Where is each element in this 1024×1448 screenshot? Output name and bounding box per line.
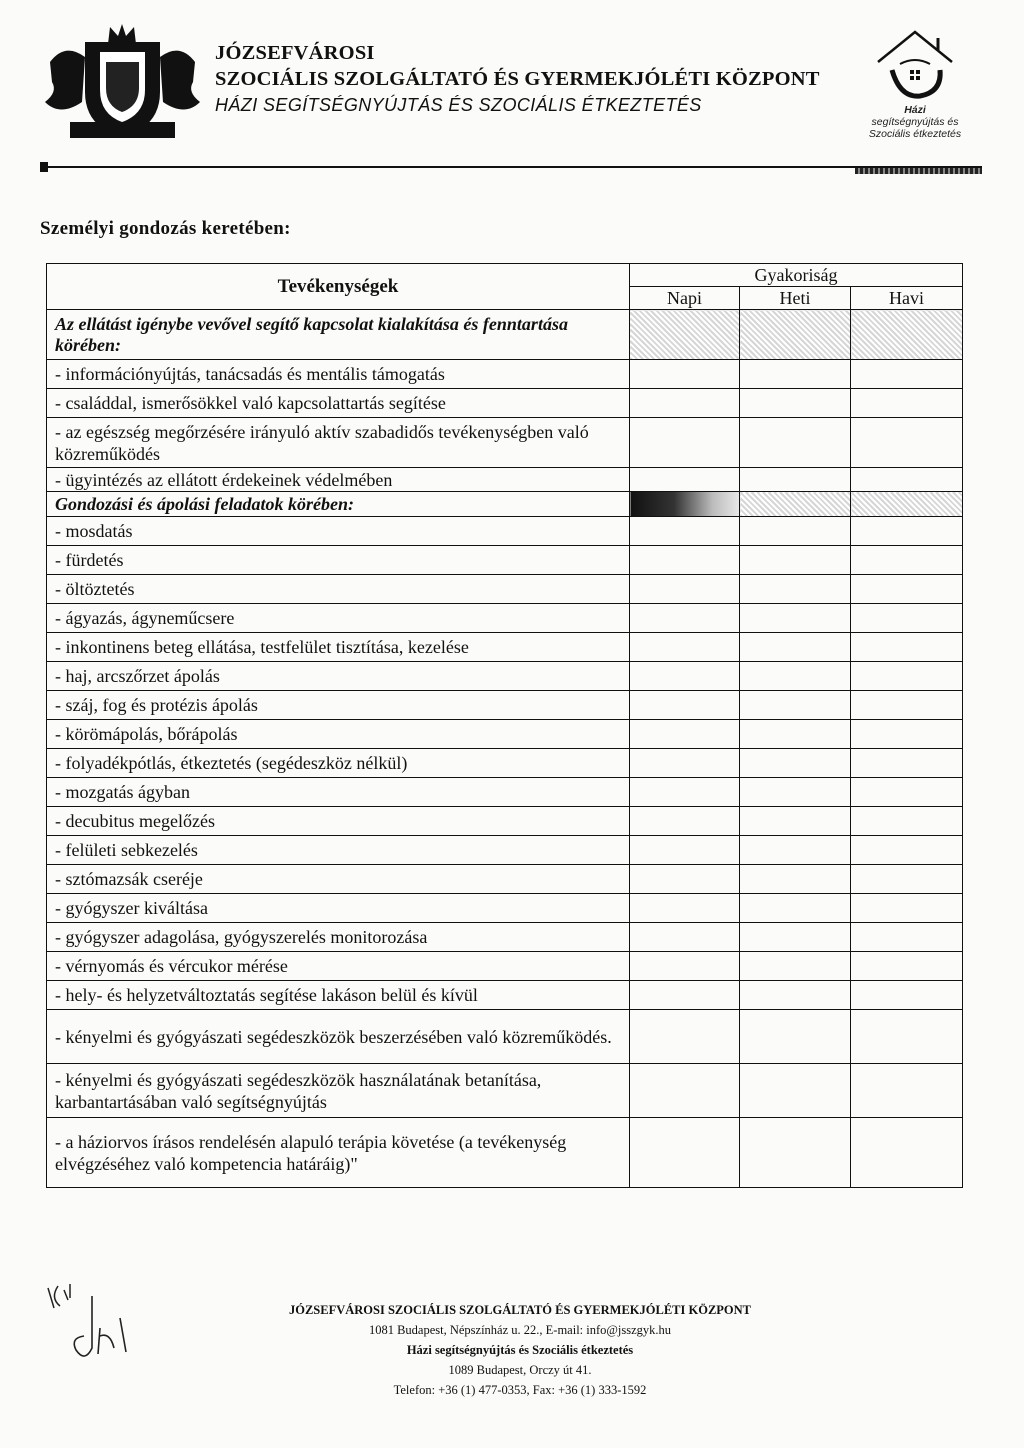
activity-label: - öltöztetés	[47, 575, 630, 604]
col-weekly-header: Heti	[740, 287, 851, 310]
table-row	[47, 1010, 963, 1064]
weekly-cell[interactable]	[740, 633, 851, 662]
section-header-1: Az ellátást igénybe vevővel segítő kapcsolat kialakítása és fenntartása körében:	[47, 310, 630, 360]
activity-label: - felületi sebkezelés	[47, 836, 630, 865]
monthly-cell[interactable]	[851, 575, 963, 604]
weekly-cell[interactable]	[740, 604, 851, 633]
activity-label: - fürdetés	[47, 546, 630, 575]
daily-cell[interactable]	[630, 749, 740, 778]
logo-text-1: Házi	[904, 104, 926, 116]
monthly-cell[interactable]	[851, 865, 963, 894]
header-divider	[40, 166, 982, 168]
table-row	[47, 604, 963, 633]
weekly-cell[interactable]	[740, 546, 851, 575]
weekly-cell[interactable]	[740, 1118, 851, 1188]
monthly-cell[interactable]	[851, 604, 963, 633]
section-title: Személyi gondozás keretében:	[40, 218, 291, 239]
monthly-cell[interactable]	[851, 662, 963, 691]
shaded-cell	[740, 492, 851, 517]
daily-cell[interactable]	[630, 468, 740, 492]
table-row	[47, 691, 963, 720]
weekly-cell[interactable]	[740, 836, 851, 865]
header-rule-pattern	[855, 168, 982, 174]
monthly-cell[interactable]	[851, 952, 963, 981]
weekly-cell[interactable]	[740, 517, 851, 546]
table-row	[47, 952, 963, 981]
daily-cell[interactable]	[630, 894, 740, 923]
monthly-cell[interactable]	[851, 1064, 963, 1118]
weekly-cell[interactable]	[740, 468, 851, 492]
daily-cell[interactable]	[630, 575, 740, 604]
monthly-cell[interactable]	[851, 836, 963, 865]
monthly-cell[interactable]	[851, 389, 963, 418]
table-row	[47, 981, 963, 1010]
shaded-cell	[630, 310, 740, 360]
footer-service: Házi segítségnyújtás és Szociális étkeztetés	[406, 1343, 634, 1357]
service-logo	[845, 26, 985, 176]
monthly-cell[interactable]	[851, 1010, 963, 1064]
weekly-cell[interactable]	[740, 720, 851, 749]
daily-cell[interactable]	[630, 604, 740, 633]
daily-cell[interactable]	[630, 836, 740, 865]
weekly-cell[interactable]	[740, 807, 851, 836]
daily-cell[interactable]	[630, 923, 740, 952]
table-row	[47, 468, 963, 492]
activity-label: - száj, fog és protézis ápolás	[47, 691, 630, 720]
table-row	[47, 633, 963, 662]
logo-text-2: segítségnyújtás és	[871, 116, 959, 128]
daily-cell[interactable]	[630, 1064, 740, 1118]
table-row	[47, 749, 963, 778]
col-daily-header: Napi	[630, 287, 740, 310]
daily-cell[interactable]	[630, 662, 740, 691]
weekly-cell[interactable]	[740, 749, 851, 778]
footer-org: JÓZSEFVÁROSI SZOCIÁLIS SZOLGÁLTATÓ ÉS GYERMEKJÓLÉTI KÖZPONT	[288, 1303, 752, 1317]
daily-cell[interactable]	[630, 778, 740, 807]
footer-address: 1081 Budapest, Népszínház u. 22., E-mail: info@jsszgyk.hu	[368, 1323, 672, 1337]
activity-label: - kényelmi és gyógyászati segédeszközök beszerzésében való közreműködés.	[47, 1010, 630, 1064]
daily-cell[interactable]	[630, 807, 740, 836]
daily-cell[interactable]	[630, 633, 740, 662]
shaded-cell	[851, 310, 963, 360]
table-row	[47, 418, 963, 468]
daily-cell[interactable]	[630, 1118, 740, 1188]
activity-label: - mozgatás ágyban	[47, 778, 630, 807]
weekly-cell[interactable]	[740, 981, 851, 1010]
weekly-cell[interactable]	[740, 662, 851, 691]
table-row	[47, 517, 963, 546]
monthly-cell[interactable]	[851, 418, 963, 468]
handwritten-signature	[40, 1278, 150, 1368]
monthly-cell[interactable]	[851, 691, 963, 720]
house-logo-icon	[870, 26, 960, 104]
col-frequency-header: Gyakoriság	[630, 264, 963, 287]
daily-cell[interactable]	[630, 981, 740, 1010]
activity-label: - inkontinens beteg ellátása, testfelület tisztítása, kezelése	[47, 633, 630, 662]
monthly-cell[interactable]	[851, 546, 963, 575]
table-row	[47, 389, 963, 418]
activity-label: - sztómazsák cseréje	[47, 865, 630, 894]
monthly-cell[interactable]	[851, 1118, 963, 1188]
activity-label: - haj, arcszőrzet ápolás	[47, 662, 630, 691]
monthly-cell[interactable]	[851, 468, 963, 492]
daily-cell[interactable]	[630, 546, 740, 575]
activity-label: - decubitus megelőzés	[47, 807, 630, 836]
table-row	[47, 720, 963, 749]
daily-cell[interactable]	[630, 1010, 740, 1064]
footer-service-address: 1089 Budapest, Orczy út 41.	[448, 1363, 592, 1377]
activity-label: - az egészség megőrzésére irányuló aktív szabadidős tevékenységben való közreműködés	[47, 418, 630, 468]
activity-label: - információnyújtás, tanácsadás és mentális támogatás	[47, 360, 630, 389]
table-row	[47, 836, 963, 865]
table-row	[47, 894, 963, 923]
org-line-3: HÁZI SEGÍTSÉGNYÚJTÁS ÉS SZOCIÁLIS ÉTKEZTETÉS	[215, 95, 702, 115]
daily-cell[interactable]	[630, 865, 740, 894]
monthly-cell[interactable]	[851, 807, 963, 836]
weekly-cell[interactable]	[740, 389, 851, 418]
weekly-cell[interactable]	[740, 894, 851, 923]
activity-label: - a háziorvos írásos rendelésén alapuló terápia követése (a tevékenység elvégzéséhez való kompetencia határáig)"	[47, 1118, 630, 1188]
table-row	[47, 778, 963, 807]
weekly-cell[interactable]	[740, 778, 851, 807]
weekly-cell[interactable]	[740, 575, 851, 604]
daily-cell[interactable]	[630, 360, 740, 389]
monthly-cell[interactable]	[851, 981, 963, 1010]
activities-table	[46, 263, 963, 1188]
table-row	[47, 546, 963, 575]
organization-name	[215, 40, 820, 118]
monthly-cell[interactable]	[851, 923, 963, 952]
daily-cell[interactable]	[630, 418, 740, 468]
activity-label: - folyadékpótlás, étkeztetés (segédeszköz nélkül)	[47, 749, 630, 778]
shaded-cell	[630, 492, 740, 517]
shaded-cell	[740, 310, 851, 360]
activity-label: - ügyintézés az ellátott érdekeinek védelmében	[47, 468, 630, 492]
monthly-cell[interactable]	[851, 778, 963, 807]
logo-text-3: Szociális étkeztetés	[868, 128, 962, 140]
daily-cell[interactable]	[630, 389, 740, 418]
monthly-cell[interactable]	[851, 720, 963, 749]
monthly-cell[interactable]	[851, 749, 963, 778]
monthly-cell[interactable]	[851, 894, 963, 923]
activity-label: - vérnyomás és vércukor mérése	[47, 952, 630, 981]
table-row	[47, 360, 963, 389]
weekly-cell[interactable]	[740, 1010, 851, 1064]
section-row	[47, 492, 963, 517]
col-activities-header: Tevékenységek	[47, 264, 630, 310]
table-row	[47, 865, 963, 894]
table-row	[47, 807, 963, 836]
weekly-cell[interactable]	[740, 952, 851, 981]
activity-label: - mosdatás	[47, 517, 630, 546]
activity-label: - családdal, ismerősökkel való kapcsolattartás segítése	[47, 389, 630, 418]
activity-label: - hely- és helyzetváltoztatás segítése lakáson belül és kívül	[47, 981, 630, 1010]
org-line-2: SZOCIÁLIS SZOLGÁLTATÓ ÉS GYERMEKJÓLÉTI KÖZPONT	[215, 68, 820, 90]
weekly-cell[interactable]	[740, 865, 851, 894]
weekly-cell[interactable]	[740, 1064, 851, 1118]
shaded-cell	[851, 492, 963, 517]
weekly-cell[interactable]	[740, 691, 851, 720]
col-monthly-header: Havi	[851, 287, 963, 310]
monthly-cell[interactable]	[851, 633, 963, 662]
section-row	[47, 310, 963, 360]
daily-cell[interactable]	[630, 952, 740, 981]
table-row	[47, 662, 963, 691]
monthly-cell[interactable]	[851, 517, 963, 546]
daily-cell[interactable]	[630, 720, 740, 749]
monthly-cell[interactable]	[851, 360, 963, 389]
activity-label: - gyógyszer adagolása, gyógyszerelés monitorozása	[47, 923, 630, 952]
weekly-cell[interactable]	[740, 360, 851, 389]
activity-label: - ágyazás, ágyneműcsere	[47, 604, 630, 633]
daily-cell[interactable]	[630, 517, 740, 546]
page-footer	[200, 1300, 840, 1400]
org-line-1: JÓZSEFVÁROSI	[215, 42, 375, 64]
footer-contact: Telefon: +36 (1) 477-0353, Fax: +36 (1) 333-1592	[393, 1383, 647, 1397]
activity-label: - körömápolás, bőrápolás	[47, 720, 630, 749]
table-row	[47, 1118, 963, 1188]
activity-label: - gyógyszer kiváltása	[47, 894, 630, 923]
daily-cell[interactable]	[630, 691, 740, 720]
table-row	[47, 923, 963, 952]
table-row	[47, 575, 963, 604]
section-header-2: Gondozási és ápolási feladatok körében:	[47, 492, 630, 517]
coat-of-arms-icon	[40, 22, 205, 142]
weekly-cell[interactable]	[740, 923, 851, 952]
table-row	[47, 1064, 963, 1118]
activity-label: - kényelmi és gyógyászati segédeszközök használatának betanítása, karbantartásában való segítségnyújtás	[47, 1064, 630, 1118]
weekly-cell[interactable]	[740, 418, 851, 468]
page-header	[40, 22, 985, 182]
